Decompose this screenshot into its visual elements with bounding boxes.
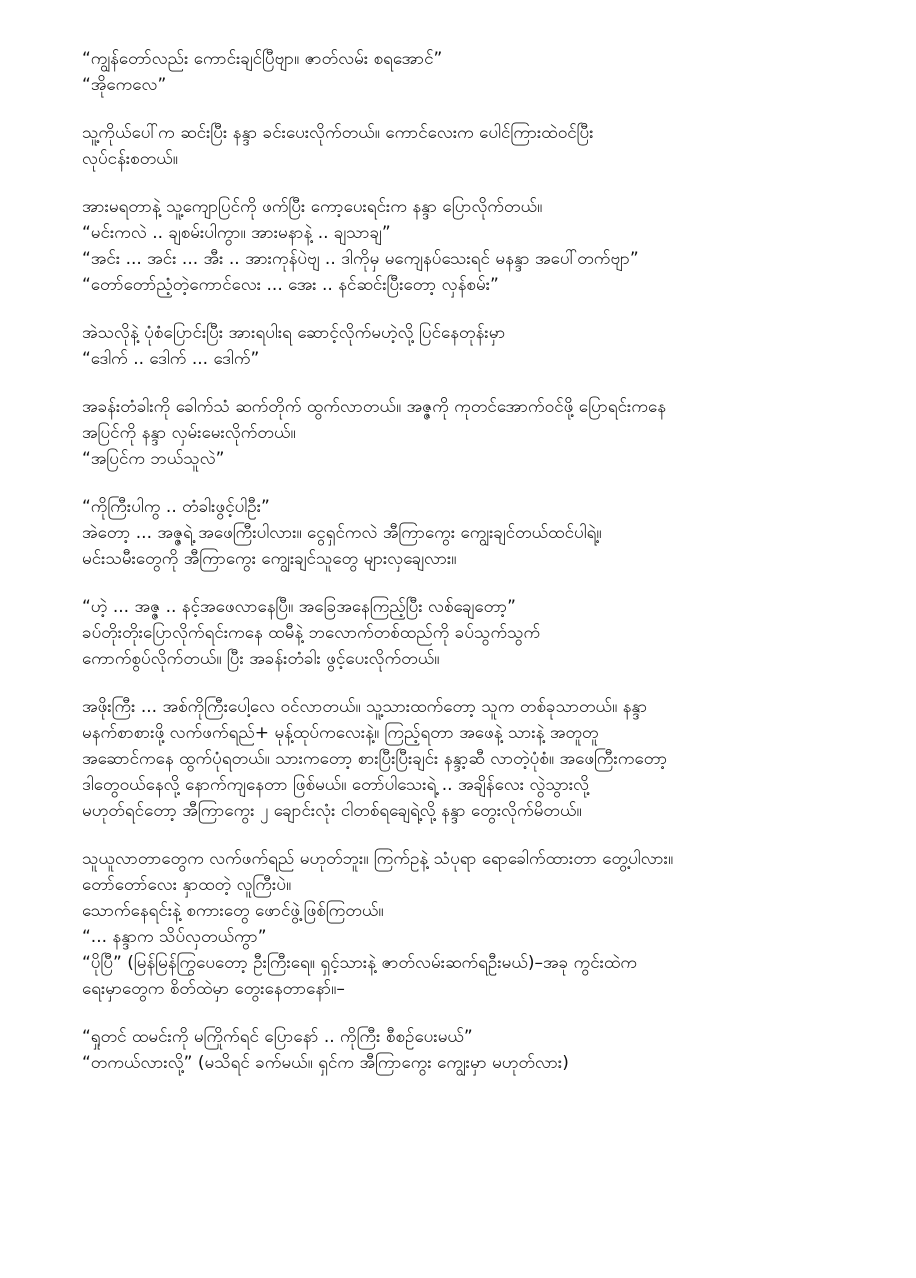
text-line: မင်းသမီးတွေကို အီကြာကွေး ကျွေးချင်သူတွေ များလှချေလား။: [82, 549, 457, 569]
text-line: “အိုကေလေ”: [82, 75, 167, 95]
text-line: သောက်နေရင်းနဲ့ စကားတွေ ဖောင်ဖွဲ့ဖြစ်ကြတယ်။: [82, 901, 384, 921]
paragraph: [82, 394, 852, 472]
text-line: “ကိုကြီးပါကွ .. တံခါးဖွင့်ပါဦး”: [82, 497, 270, 517]
paragraph: [82, 594, 852, 672]
text-line: “အင်း ... အင်း ... အီး .. အားကုန်ပဲဗျ .. ဒါကိုမှ မကျေနပ်သေးရင် မနန္ဒာ အပေါ်တက်ဗျာ”: [82, 249, 639, 269]
paragraph: [82, 846, 852, 1002]
text-line: “ပိုပြီ” (မြန်မြန်ကြွပေတော့ ဦးကြီးရေ။ ရှင့်သားနဲ့ ဇာတ်လမ်းဆက်ရဦးမယ်)–အခု ကွင်းထဲက: [82, 953, 638, 973]
text-line: ခပ်တိုးတိုးပြောလိုက်ရင်းကနေ ထမီနဲ့ ဘလောက်တစ်ထည်ကို ခပ်သွက်သွက်: [82, 623, 541, 643]
text-line: အဖိုးကြီး ... အစ်ကိုကြီးပေါ့လေ ဝင်လာတယ်။ သူ့သားထက်တော့ သူက တစ်ခုသာတယ်။ နန္ဒာ: [82, 697, 648, 717]
text-line: “ရှုတင် ထမင်းကို မကြိုက်ရင် ပြောနော် .. ကိုကြီး စီစဉ်ပေးမယ်”: [82, 1027, 473, 1047]
text-line: “... နန္ဒာက သိပ်လှတယ်ကွာ”: [82, 927, 267, 947]
text-line: “ဒေါက် .. ဒေါက် ... ဒေါက်”: [82, 349, 260, 369]
paragraph: [82, 694, 852, 824]
text-line: “အပြင်က ဘယ်သူလဲ”: [82, 449, 225, 469]
text-line: “ဟဲ့ ... အဇ္ဇ .. နင့်အဖေလာနေပြီ။ အခြေအနေကြည့်ပြီး လစ်ချေတော့”: [82, 597, 516, 617]
text-line: အဆောင်ကနေ ထွက်ပုံရတယ်။ သားကတော့ စားပြီးပြီးချင်း နန္ဒာ့ဆီ လာတဲ့ပုံစံ။ အဖေကြီးကတော့: [82, 749, 668, 769]
paragraph: [82, 320, 852, 372]
text-line: အဲသလိုနဲ့ ပုံစံပြောင်းပြီး အားရပါးရ ဆောင့်လိုက်မဟဲ့လို့ ပြင်နေတုန်းမှာ: [82, 323, 506, 343]
text-line: ကောက်စွပ်လိုက်တယ်။ ပြီး အခန်းတံခါး ဖွင့်ပေးလိုက်တယ်။: [82, 649, 440, 669]
paragraph: [82, 194, 852, 298]
text-line: မနက်စာစားဖို့ လက်ဖက်ရည်+ မုန့်ထုပ်ကလေးနဲ့။ ကြည့်ရတာ အဖေနဲ့ သားနဲ့ အတူတူ: [82, 723, 599, 743]
paragraph: [82, 1024, 852, 1076]
text-line: အပြင်ကို နန္ဒာ လှမ်းမေးလိုက်တယ်။: [82, 423, 296, 443]
text-line: “တော်တော်ညံ့တဲ့ကောင်လေး ... အေး .. နင်ဆင်းပြီးတော့ လှန်စမ်း”: [82, 275, 499, 295]
story-text: [82, 46, 852, 1098]
text-line: တော်တော်လေး နှာထတဲ့ လူကြီးပဲ။: [82, 875, 292, 895]
text-line: “ကျွန်တော်လည်း ကောင်းချင်ပြီဗျာ။ ဇာတ်လမ်း စရအောင်”: [82, 49, 443, 69]
text-line: “တကယ်လားလို့” (မသိရင် ခက်မယ်။ ရှင်က အီကြာကွေး ကျွေးမှာ မဟုတ်လား): [82, 1053, 569, 1073]
text-line: သူယူလာတာတွေက လက်ဖက်ရည် မဟုတ်ဘူး။ ကြက်ဥနဲ့ သံပုရာ ရောခေါက်ထားတာ တွေ့ပါလား။: [82, 849, 674, 869]
text-line: ရေးမှာတွေက စိတ်ထဲမှာ တွေးနေတာနော်။–: [82, 979, 345, 999]
text-line: ဒါတွေဝယ်နေလို့ နောက်ကျနေတာ ဖြစ်မယ်။ တော်ပါသေးရဲ့ .. အချိန်လေး လွဲသွားလို့: [82, 775, 590, 795]
text-line: လုပ်ငန်းစတယ်။: [82, 149, 178, 169]
text-line: အဲတော့ ... အဇ္ဇရဲ့ အဖေကြီးပါလား။ ငွေရှင်ကလဲ အီကြာကွေး ကျွေးချင်တယ်ထင်ပါရဲ့။: [82, 523, 602, 543]
text-line: “မင်းကလဲ .. ချစမ်းပါကွာ။ အားမနာနဲ့ .. ချသာချ”: [82, 223, 391, 243]
text-line: မဟုတ်ရင်တော့ အီကြာကွေး ၂ ချောင်းလုံး ငါတစ်ရချေရဲ့လို့ နန္ဒာ တွေးလိုက်မိတယ်။: [82, 801, 582, 821]
text-line: သူ့ကိုယ်ပေါ်က ဆင်းပြီး နန္ဒာ ခင်းပေးလိုက်တယ်။ ကောင်လေးက ပေါင်ကြားထဲဝင်ပြီး: [82, 123, 594, 143]
paragraph: [82, 120, 852, 172]
text-line: အခန်းတံခါးကို ခေါက်သံ ဆက်တိုက် ထွက်လာတယ်။ အဇ္ဇကို ကုတင်အောက်ဝင်ဖို့ ပြောရင်းကနေ: [82, 397, 667, 417]
text-line: အားမရတာနဲ့ သူ့ကျောပြင်ကို ဖက်ပြီး ကော့ပေးရင်းက နန္ဒာ ပြောလိုက်တယ်။: [82, 197, 543, 217]
paragraph: [82, 494, 852, 572]
paragraph: [82, 46, 852, 98]
